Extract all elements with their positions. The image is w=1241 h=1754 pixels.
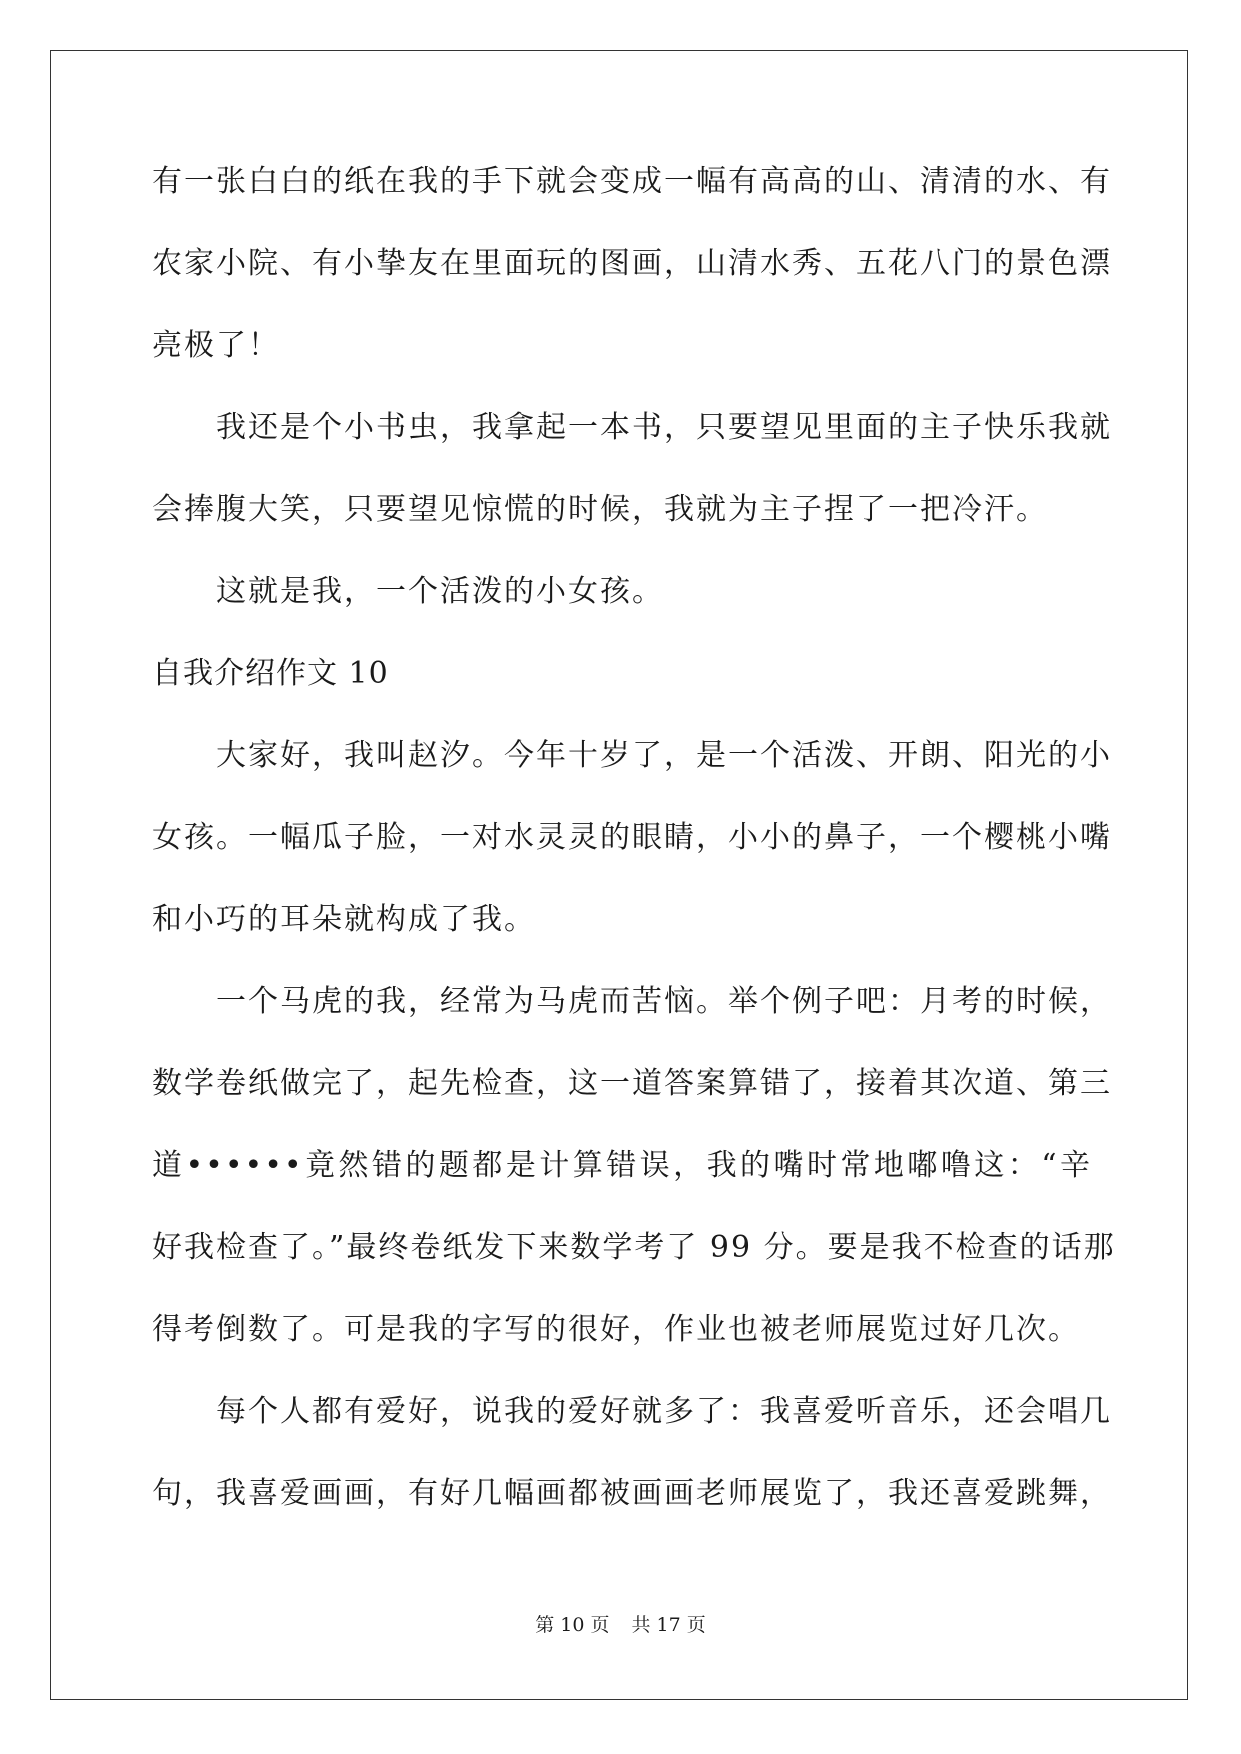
page-number: 第 10 页 (535, 1614, 610, 1636)
document-body (152, 160, 1116, 1554)
text-line: 好我检查了。”最终卷纸发下来数学考了 99 分。要是我不检查的话那 (152, 1230, 1116, 1265)
text-line: 农家小院、有小挚友在里面玩的图画，山清水秀、五花八门的景色漂 (152, 246, 1112, 281)
page-footer (0, 1610, 1241, 1637)
text-line: 有一张白白的纸在我的手下就会变成一幅有高高的山、清清的水、有 (152, 164, 1112, 199)
text-line: 会捧腹大笑，只要望见惊慌的时候，我就为主子捏了一把冷汗。 (152, 492, 1048, 527)
text-line: 亮极了！ (152, 328, 280, 363)
paragraph-start-line: 大家好，我叫赵汐。今年十岁了，是一个活泼、开朗、阳光的小 (216, 738, 1112, 773)
text-line: 和小巧的耳朵就构成了我。 (152, 902, 536, 937)
paragraph-start-line: 一个马虎的我，经常为马虎而苦恼。举个例子吧：月考的时候， (216, 984, 1112, 1019)
paragraph-start-line: 每个人都有爱好，说我的爱好就多了：我喜爱听音乐，还会唱几 (216, 1394, 1112, 1429)
section-heading: 自我介绍作文 10 (152, 656, 389, 691)
text-line: 数学卷纸做完了，起先检查，这一道答案算错了，接着其次道、第三 (152, 1066, 1112, 1101)
paragraph-start-line: 这就是我，一个活泼的小女孩。 (216, 574, 664, 609)
text-line: 得考倒数了。可是我的字写的很好，作业也被老师展览过好几次。 (152, 1312, 1080, 1347)
text-line: 女孩。一幅瓜子脸，一对水灵灵的眼睛，小小的鼻子，一个樱桃小嘴 (152, 820, 1112, 855)
text-line: 句，我喜爱画画，有好几幅画都被画画老师展览了，我还喜爱跳舞， (152, 1476, 1112, 1511)
paragraph-start-line: 我还是个小书虫，我拿起一本书，只要望见里面的主子快乐我就 (216, 410, 1112, 445)
page-total: 共 17 页 (631, 1614, 706, 1636)
text-line: 道••••••竟然错的题都是计算错误，我的嘴时常地嘟噜这：“辛 (152, 1148, 1092, 1183)
